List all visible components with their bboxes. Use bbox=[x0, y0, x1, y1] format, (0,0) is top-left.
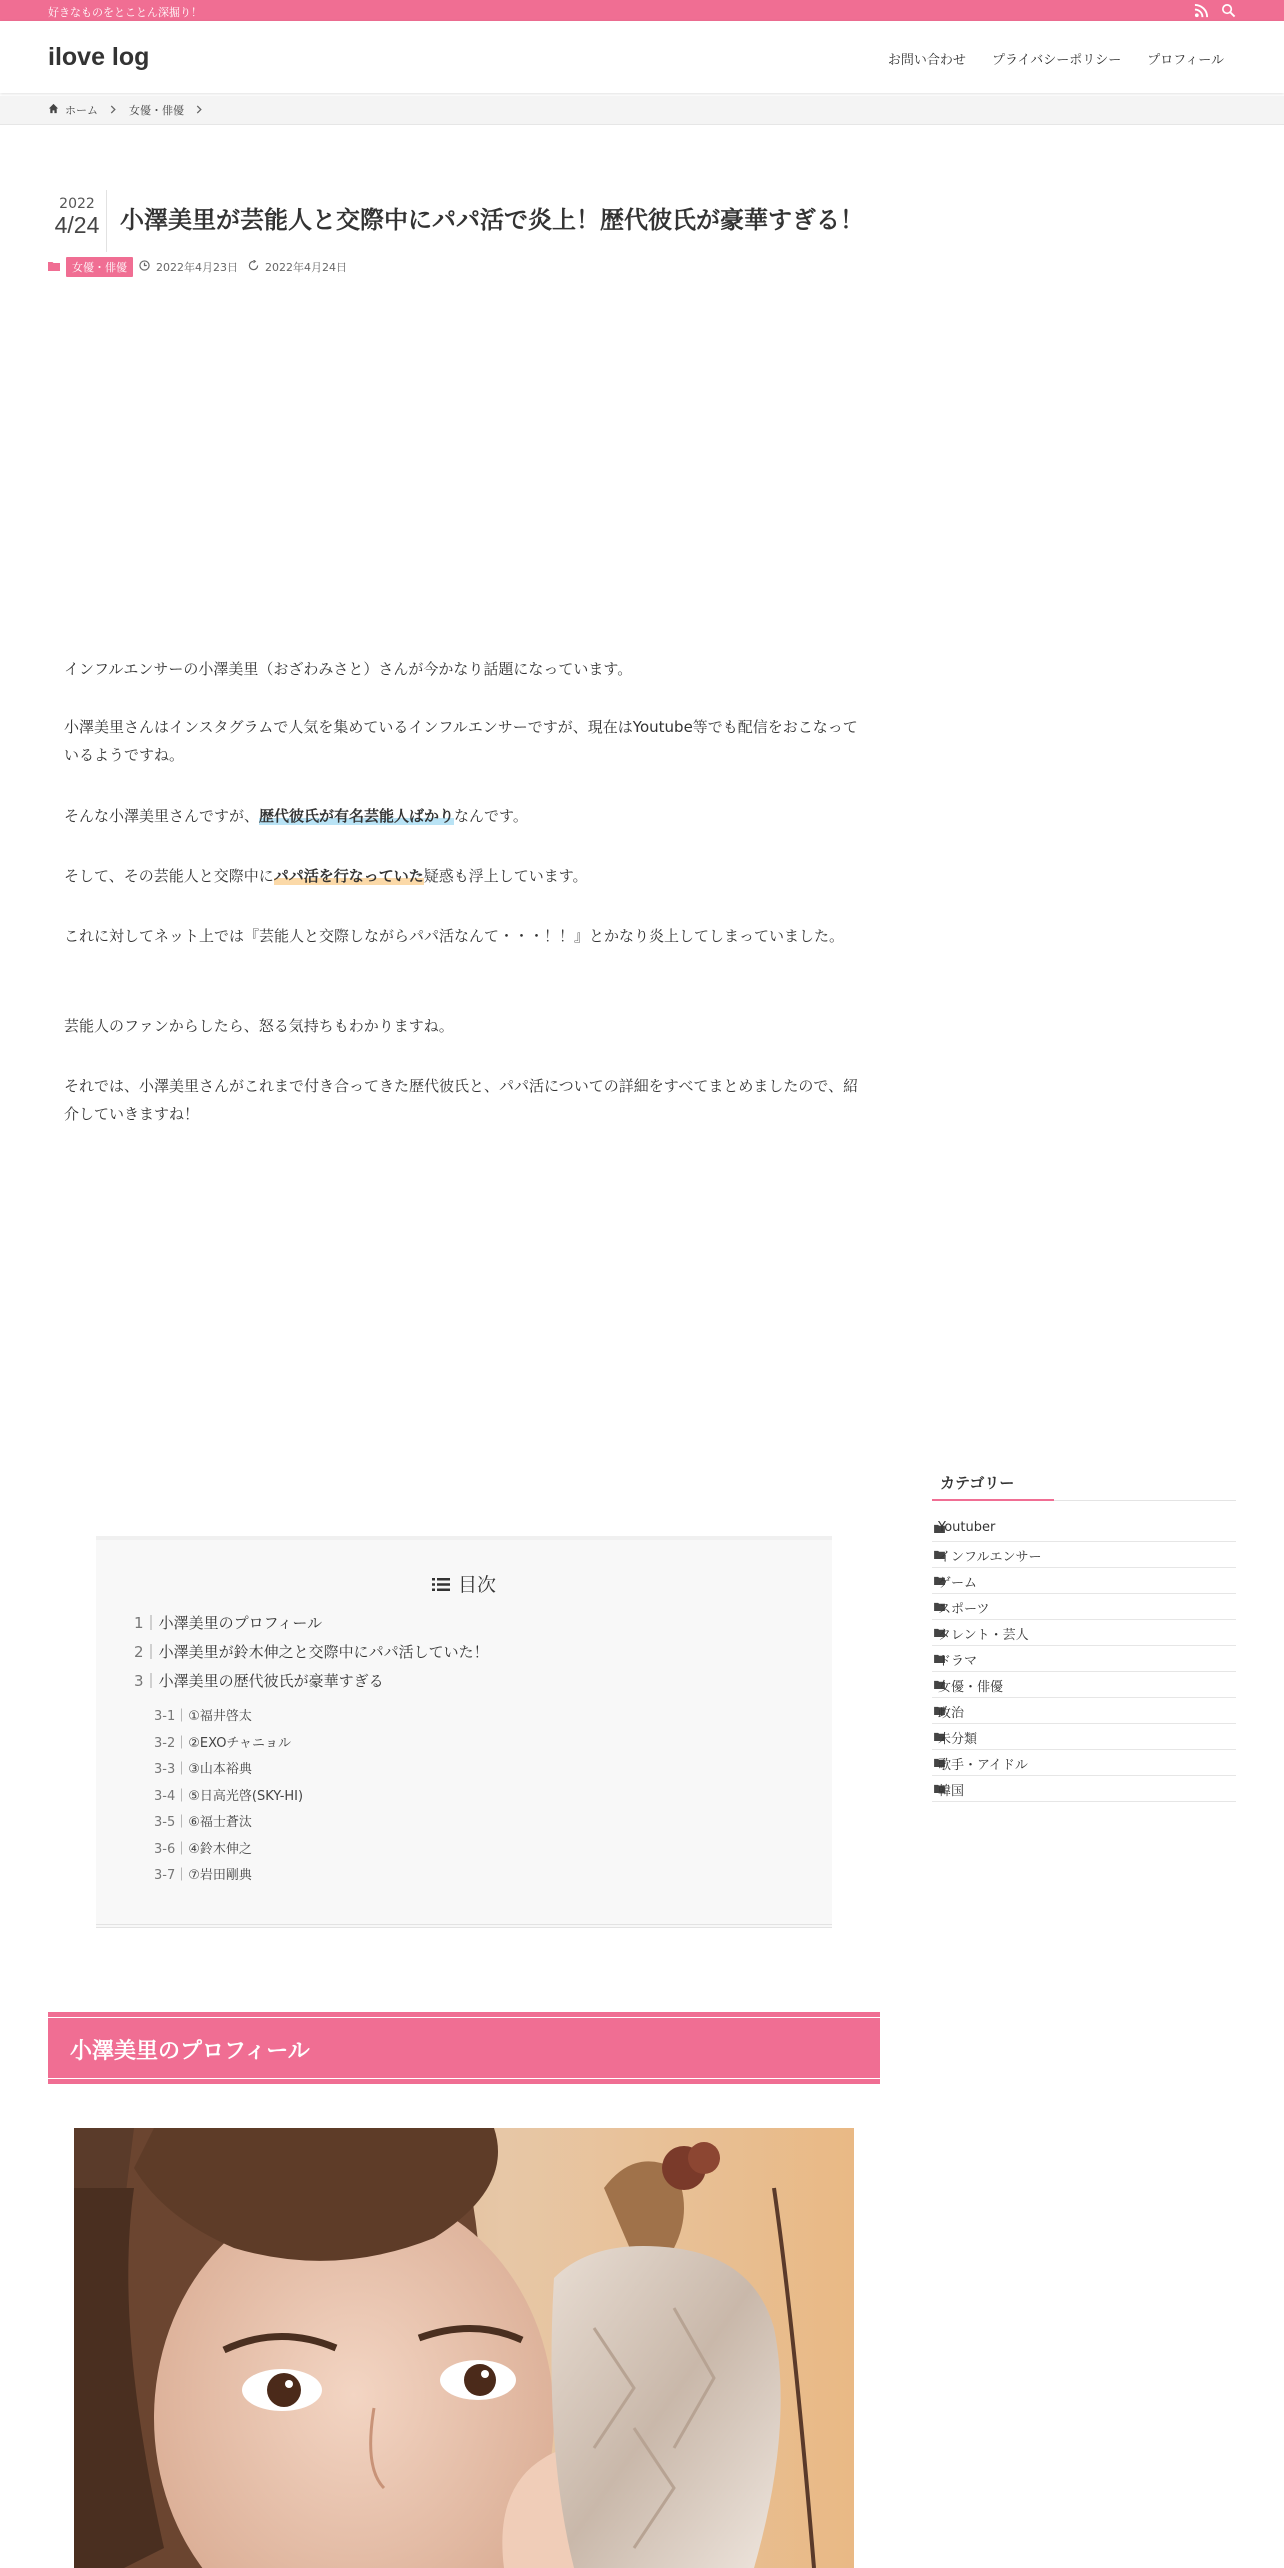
toc-separator: ｜ bbox=[143, 1643, 159, 1661]
category-label: タレント・芸人 bbox=[938, 1628, 1029, 1643]
toc-separator: ｜ bbox=[175, 1735, 189, 1751]
paragraph-3 bbox=[64, 802, 868, 830]
toc-item-label: 小澤美里が鈴木伸之と交際中にパパ活していた！ bbox=[158, 1643, 489, 1661]
paragraph-4-before: そして、その芸能人と交際中に bbox=[64, 867, 274, 885]
toc-subitem-label: ①福井啓太 bbox=[188, 1709, 252, 1724]
category-item[interactable] bbox=[932, 1594, 1236, 1620]
category-label: ゲーム bbox=[938, 1576, 978, 1591]
toc-subitem-number: 3-4 bbox=[154, 1788, 176, 1804]
category-badge[interactable]: 女優・俳優 bbox=[66, 257, 133, 277]
category-item[interactable] bbox=[932, 1620, 1236, 1646]
category-label: 未分類 bbox=[938, 1732, 978, 1747]
category-item[interactable] bbox=[932, 1542, 1236, 1568]
top-icons bbox=[1194, 3, 1236, 18]
folder-icon bbox=[48, 261, 60, 274]
toc-subitem-number: 3-2 bbox=[154, 1735, 176, 1751]
category-label: 韓国 bbox=[938, 1784, 965, 1799]
post-date-box bbox=[48, 196, 106, 239]
paragraph-intro: インフルエンサーの小澤美里（おざわみさと）さんが今かなり話題になっています。 bbox=[64, 660, 633, 678]
toc-separator: ｜ bbox=[143, 1614, 159, 1632]
toc-subitem-label: ⑥福士蒼汰 bbox=[188, 1815, 252, 1830]
toc-item[interactable] bbox=[134, 1641, 489, 1670]
nav-profile[interactable]: プロフィール bbox=[1147, 53, 1224, 68]
search-icon[interactable] bbox=[1221, 3, 1236, 18]
category-item[interactable] bbox=[932, 1750, 1236, 1776]
category-label: 歌手・アイドル bbox=[938, 1758, 1028, 1773]
category-label: Youtuber bbox=[938, 1520, 996, 1535]
toc-subitem[interactable] bbox=[134, 1758, 489, 1785]
toc-separator: ｜ bbox=[143, 1672, 159, 1690]
top-bar bbox=[0, 0, 1284, 21]
toc-separator: ｜ bbox=[175, 1815, 189, 1830]
toc-subitem-number: 3-1 bbox=[154, 1709, 176, 1724]
published-date: 2022年4月23日 bbox=[156, 261, 238, 274]
toc-subitem-label: ③山本裕典 bbox=[188, 1762, 252, 1777]
clock-icon bbox=[139, 260, 150, 274]
profile-photo bbox=[74, 2128, 854, 2568]
paragraph-3-after: なんです。 bbox=[454, 807, 528, 825]
toc-separator: ｜ bbox=[175, 1841, 189, 1857]
home-icon bbox=[48, 103, 59, 117]
toc-subitem-number: 3-6 bbox=[154, 1841, 176, 1857]
category-label: 女優・俳優 bbox=[938, 1680, 1004, 1695]
highlight-blue: 歴代彼氏が有名芸能人ばかり bbox=[259, 807, 455, 825]
post-date-month-day: 4/24 bbox=[54, 212, 100, 238]
category-label: 政治 bbox=[938, 1706, 965, 1721]
toc-subitem[interactable] bbox=[134, 1785, 489, 1812]
section-heading: 小澤美里のプロフィール bbox=[70, 2039, 310, 2064]
toc-list bbox=[134, 1612, 489, 1891]
article-meta bbox=[48, 257, 347, 277]
toc-title-text: 目次 bbox=[457, 1574, 496, 1596]
paragraph-2: 小澤美里さんはインスタグラムで人気を集めているインフルエンサーですが、現在はYoutube等でも配信をおこなっているようですね。 bbox=[64, 718, 858, 764]
toc-separator: ｜ bbox=[175, 1868, 189, 1883]
category-item[interactable] bbox=[932, 1724, 1236, 1750]
toc-item[interactable] bbox=[134, 1670, 489, 1699]
toc-subitem[interactable] bbox=[134, 1705, 489, 1732]
site-header bbox=[0, 21, 1284, 93]
toc-subitem-label: ④鈴木伸之 bbox=[188, 1841, 252, 1857]
article-title: 小澤美里が芸能人と交際中にパパ活で炎上！歴代彼氏が豪華すぎる！ bbox=[120, 206, 864, 234]
category-label: スポーツ bbox=[938, 1602, 990, 1617]
toc-subitem-number: 3-5 bbox=[154, 1815, 176, 1830]
toc-subitem-number: 3-7 bbox=[154, 1868, 176, 1883]
toc-subitem-label: ⑤日高光啓(SKY-HI) bbox=[188, 1788, 304, 1804]
date-divider bbox=[106, 190, 107, 252]
toc-item-number: 2 bbox=[134, 1643, 144, 1661]
toc-subitem[interactable] bbox=[134, 1811, 489, 1838]
category-item[interactable] bbox=[932, 1568, 1236, 1594]
updated-date: 2022年4月24日 bbox=[265, 261, 347, 274]
category-label: インフルエンサー bbox=[938, 1550, 1042, 1565]
toc-separator: ｜ bbox=[175, 1788, 189, 1804]
breadcrumb-home[interactable]: ホーム bbox=[65, 104, 98, 117]
category-item[interactable] bbox=[932, 1698, 1236, 1724]
sidebar-title-text: カテゴリー bbox=[940, 1474, 1015, 1492]
category-item[interactable] bbox=[932, 1672, 1236, 1698]
toc-item-number: 3 bbox=[134, 1672, 144, 1690]
category-list bbox=[932, 1516, 1236, 1802]
site-logo[interactable]: ilove log bbox=[48, 43, 150, 71]
toc-item[interactable] bbox=[134, 1612, 489, 1641]
toc-separator: ｜ bbox=[175, 1762, 189, 1777]
site-tagline: 好きなものをとことん深掘り！ bbox=[48, 6, 202, 19]
table-of-contents bbox=[96, 1536, 832, 1928]
breadcrumb bbox=[0, 96, 1284, 125]
toc-item-label: 小澤美里のプロフィール bbox=[158, 1614, 323, 1632]
highlight-orange: パパ活を行なっていた bbox=[273, 867, 424, 885]
category-item[interactable] bbox=[932, 1776, 1236, 1802]
breadcrumb-category[interactable]: 女優・俳優 bbox=[129, 104, 184, 117]
toc-subitem-label: ②EXOチャニョル bbox=[188, 1735, 292, 1751]
nav-privacy-policy[interactable]: プライバシーポリシー bbox=[991, 53, 1122, 68]
paragraph-7: それでは、小澤美里さんがこれまで付き合ってきた歴代彼氏と、パパ活についての詳細をすべてまとめましたので、紹介していきますね！ bbox=[64, 1077, 859, 1123]
post-date-year: 2022 bbox=[59, 196, 95, 212]
toc-subitem[interactable] bbox=[134, 1732, 489, 1759]
list-icon bbox=[432, 1575, 450, 1597]
toc-subitem[interactable] bbox=[134, 1864, 489, 1891]
updated-icon bbox=[248, 260, 259, 274]
section-heading-bar bbox=[48, 2012, 880, 2084]
chevron-right-icon bbox=[196, 104, 203, 117]
paragraph-3-before: そんな小澤美里さんですが、 bbox=[64, 807, 260, 825]
toc-item-label: 小澤美里の歴代彼氏が豪華すぎる bbox=[158, 1672, 384, 1690]
sidebar-category-heading bbox=[932, 1464, 1236, 1501]
main-nav bbox=[888, 49, 1224, 68]
rss-icon[interactable] bbox=[1194, 3, 1209, 18]
toc-subitem[interactable] bbox=[134, 1838, 489, 1865]
nav-contact[interactable]: お問い合わせ bbox=[887, 53, 966, 68]
chevron-right-icon bbox=[110, 104, 117, 117]
paragraph-4-after: 疑惑も浮上しています。 bbox=[423, 867, 588, 885]
paragraph-4 bbox=[64, 862, 868, 890]
category-item[interactable] bbox=[932, 1646, 1236, 1672]
toc-subitem-label: ⑦岩田剛典 bbox=[188, 1868, 252, 1883]
category-label: ドラマ bbox=[938, 1654, 978, 1669]
category-item[interactable] bbox=[932, 1516, 1236, 1542]
toc-subitem-number: 3-3 bbox=[154, 1762, 176, 1777]
paragraph-5: これに対してネット上では『芸能人と交際しながらパパ活なんて・・・！！』とかなり炎上してしまっていました。 bbox=[64, 927, 845, 945]
toc-item-number: 1 bbox=[134, 1614, 144, 1632]
toc-separator: ｜ bbox=[175, 1709, 189, 1724]
paragraph-6: 芸能人のファンからしたら、怒る気持ちもわかりますね。 bbox=[64, 1017, 454, 1035]
toc-title bbox=[96, 1570, 832, 1597]
